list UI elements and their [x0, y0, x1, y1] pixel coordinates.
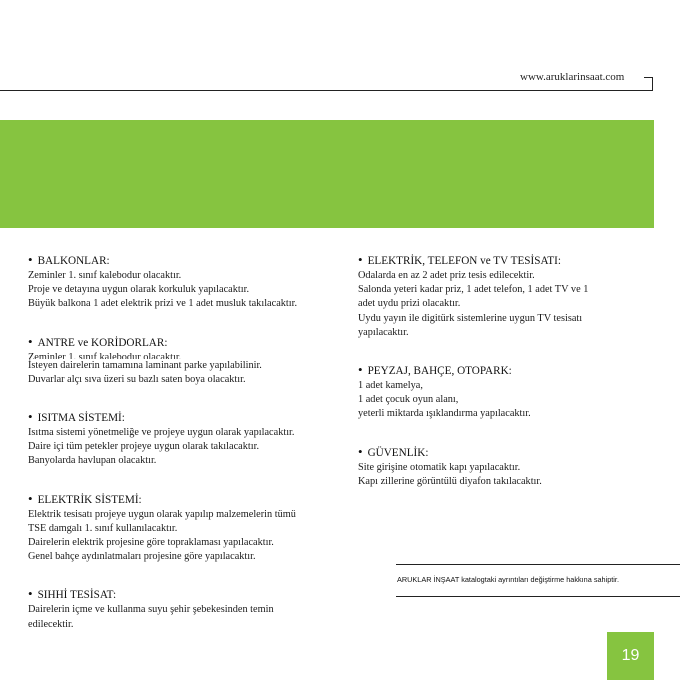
section-line: Elektrik tesisatı projeye uygun olarak yapılıp malzemelerin tümü — [28, 508, 296, 520]
bullet-icon: • — [358, 443, 363, 459]
section-line: İsteyen dairelerin tamamına laminant parke yapılabilinir. — [28, 359, 262, 371]
section-line: Dairelerin içme ve kullanma suyu şehir şebekesinden temin — [28, 604, 274, 616]
left-column — [28, 252, 348, 654]
bullet-icon: • — [28, 490, 33, 506]
bullet-icon: • — [28, 586, 33, 602]
section-title: • BALKONLAR: — [28, 252, 110, 267]
section-title: • ISITMA SİSTEMİ: — [28, 409, 125, 425]
section-line: Salonda yeteri kadar priz, 1 adet telefon, 1 adet TV ve 1 — [358, 284, 589, 296]
section-line: Zeminler 1. sınıf kalebodur olacaktır. — [28, 351, 182, 359]
section-peyzaj-bahce-otopark — [358, 362, 678, 422]
section-line: TSE damgalı 1. sınıf kullanılacaktır. — [28, 522, 178, 534]
footer-note: ARUKLAR İNŞAAT katalogtaki ayrıntıları değiştirme hakkına sahiptir. — [397, 575, 619, 584]
section-line: yeterli miktarda ışıklandırma yapılacaktır. — [358, 408, 531, 420]
section-line: yapılacaktır. — [358, 326, 409, 338]
section-line: Uydu yayın ile digitürk sistemlerine uygun TV tesisatı — [358, 312, 583, 324]
section-title: • GÜVENLİK: — [358, 443, 429, 459]
section-line: 1 adet kamelya, — [358, 380, 423, 392]
section-sihhi-tesisat — [28, 586, 348, 631]
section-line: Duvarlar alçı sıva üzeri su bazlı saten boya olacaktır. — [28, 373, 246, 385]
section-guvenlik — [358, 444, 678, 489]
section-line: Büyük balkona 1 adet elektrik prizi ve 1 adet musluk takılacaktır. — [28, 298, 298, 310]
section-line: Daire içi tüm petekler projeye uygun olarak takılacaktır. — [28, 441, 260, 453]
bullet-icon: • — [28, 252, 33, 267]
section-line: Site girişine otomatik kapı yapılacaktır. — [358, 461, 521, 473]
right-column — [358, 252, 678, 511]
bullet-icon: • — [28, 333, 33, 349]
section-line: Dairelerin elektrik projesine göre topraklaması yapılacaktır. — [28, 537, 274, 549]
section-title: • PEYZAJ, BAHÇE, OTOPARK: — [358, 362, 512, 378]
website-url: www.aruklarinsaat.com — [520, 71, 625, 83]
section-line: edilecektir. — [28, 618, 74, 630]
section-title: • ANTRE ve KORİDORLAR: — [28, 333, 168, 349]
section-balkonlar — [28, 252, 348, 312]
top-rule — [0, 90, 652, 91]
section-line: adet uydu prizi olacaktır. — [358, 298, 461, 310]
bullet-icon: • — [358, 362, 363, 378]
top-rule-tick — [644, 77, 653, 91]
section-line: Genel bahçe aydınlatmaları projesine göre yapılacaktır. — [28, 551, 256, 563]
section-line: Isıtma sistemi yönetmeliğe ve projeye uygun olarak yapılacaktır. — [28, 427, 295, 439]
bullet-icon: • — [358, 252, 363, 267]
page-number: 19 — [607, 632, 654, 680]
section-title: • ELEKTRİK, TELEFON ve TV TESİSATI: — [358, 252, 561, 267]
section-line: Proje ve detayına uygun olarak korkuluk yapılacaktır. — [28, 284, 250, 296]
section-title: • SIHHİ TESİSAT: — [28, 586, 117, 602]
section-antre-koridorlar — [28, 334, 348, 387]
footer-rule-bottom — [396, 596, 680, 597]
green-banner — [0, 120, 654, 228]
section-line: Zeminler 1. sınıf kalebodur olacaktır. — [28, 270, 182, 281]
section-isitma-sistemi — [28, 409, 348, 469]
section-elektrik-sistemi — [28, 491, 348, 565]
footer-rule-top — [396, 564, 680, 565]
bullet-icon: • — [28, 409, 33, 425]
section-line: Banyolarda havlupan olacaktır. — [28, 455, 157, 467]
section-line: Kapı zillerine görüntülü diyafon takılacaktır. — [358, 475, 542, 487]
section-line: Odalarda en az 2 adet priz tesis edilecektir. — [358, 270, 535, 281]
section-line: 1 adet çocuk oyun alanı, — [358, 394, 459, 406]
section-title: • ELEKTRİK SİSTEMİ: — [28, 490, 142, 506]
section-elektrik-telefon-tv — [358, 252, 678, 340]
